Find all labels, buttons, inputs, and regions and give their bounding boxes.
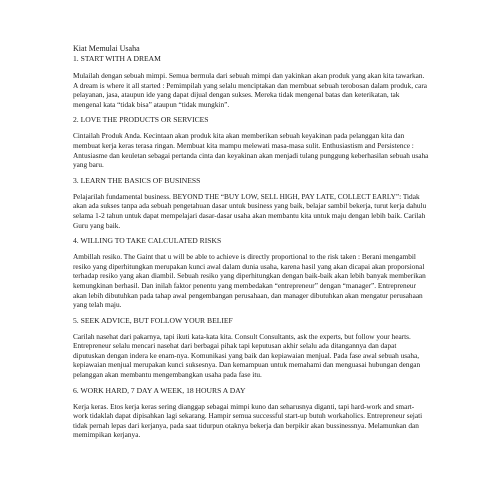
section-heading: 3. LEARN THE BASICS OF BUSINESS xyxy=(73,175,201,185)
section-calculated-risks xyxy=(73,236,429,310)
section-body: Carilah nasehat dari pakarnya, tapi ikuti kata-kata kita. Consult Consultants, ask the experts, but follow your hearts. Entrepreneur selalu mencari nasehat dari berbagai pihak tapi keputusan akhir selalu ada ditangannya dan dapat diputuskan dengan indera ke enam-nya. Komunikasi yang baik dan kepiawaian menjual. Pada fase awal sebuah usaha, kepiawaian menjual merupakan kunci suksesnya. Dan kemampuan untuk memahami dan menguasai hubungan dengan pelanggan akan membantu mengembangkan usaha pada fase itu. xyxy=(73,331,421,380)
section-body: Ambillah resiko. The Gaint that u will be able to achieve is directly proportional to the risk taken : Berani mengambil resiko yang diperhitungkan merupakan kunci awal dalam dunia usaha, karena hasil yang akan dicapai akan proporsional terhadap resiko yang akan diambil. Sebuah resiko yang diperhitungkan dengan baik-baik akan lebih banyak memberikan kemungkinan berhasil. Dan inilah faktor penentu yang membedakan “entrepreneur” dengan “manager”. Entrepreneur akan lebih dibutuhkan pada tahap awal pengembangan perusahaan, dan manager dibutuhkan akan mengatur perusahaan yang telah maju. xyxy=(73,252,426,310)
section-heading: 2. LOVE THE PRODUCTS OR SERVICES xyxy=(73,115,209,125)
section-heading: 4. WILLING TO TAKE CALCULATED RISKS xyxy=(73,236,222,246)
section-heading: 6. WORK HARD, 7 DAY A WEEK, 18 HOURS A DAY xyxy=(73,385,246,395)
section-start-with-a-dream xyxy=(73,54,429,109)
section-love-the-products xyxy=(73,115,429,169)
section-learn-the-basics xyxy=(73,176,429,230)
document-page xyxy=(73,44,429,446)
section-seek-advice xyxy=(73,316,429,380)
section-body: Mulailah dengan sebuah mimpi. Semua bermula dari sebuah mimpi dan yakinkan akan produk yang akan kita tawarkan. A dream is where it all started : Pemimpilah yang selalu menciptakan dan membuat sebuah terobosan dalam produk, cara pelayanan, jasa, ataupun ide yang dapat dijual dengan sukses. Mereka tidak mengenal batas dan keterikatan, tak mengenal kata “tidak bisa” ataupun “tidak mungkin”. xyxy=(73,71,427,109)
document-title: Kiat Memulai Usaha xyxy=(73,44,140,53)
section-body: Pelajarilah fundamental business. BEYOND THE “BUY LOW, SELL HIGH, PAY LATE, COLLECT EARLY”: Tidak akan ada sukses tanpa ada sebuah pengetahuan dasar untuk business yang baik, belajar sambil bekerja, turut kerja dahulu selama 1-2 tahun untuk dapat mempelajari dasar-dasar usaha akan membantu kita untuk maju dengan lebih baik. Carilah Guru yang baik. xyxy=(73,191,427,230)
section-body: Cintailah Produk Anda. Kecintaan akan produk kita akan memberikan sebuah keyakinan pada pelanggan kita dan membuat kerja keras terasa ringan. Membuat kita mampu melewati masa-masa sulit. Enthusiastism and Persistence : Antusiasme dan keuletan sebagai pertanda cinta dan keyakinan akan menjadi tulang punggung keberhasilan sebuah usaha yang baru. xyxy=(73,131,429,170)
section-heading: 1. START WITH A DREAM xyxy=(73,54,161,63)
section-body: Kerja keras. Etos kerja keras sering dianggap sebagai mimpi kuno dan seharusnya diganti, tapi hard-work and smart-work tidaklah dapat dipisahkan lagi sekarang. Hampir semua successful start-up butuh workaholics. Entrepreneur sejati tidak pernah lepas dari kerjanya, pada saat tidurpun otaknya bekerja dan berpikir akan bussinessnya. Melamunkan dan memimpikan kerjanya. xyxy=(73,401,423,440)
section-work-hard xyxy=(73,386,429,440)
section-heading: 5. SEEK ADVICE, BUT FOLLOW YOUR BELIEF xyxy=(73,315,233,325)
